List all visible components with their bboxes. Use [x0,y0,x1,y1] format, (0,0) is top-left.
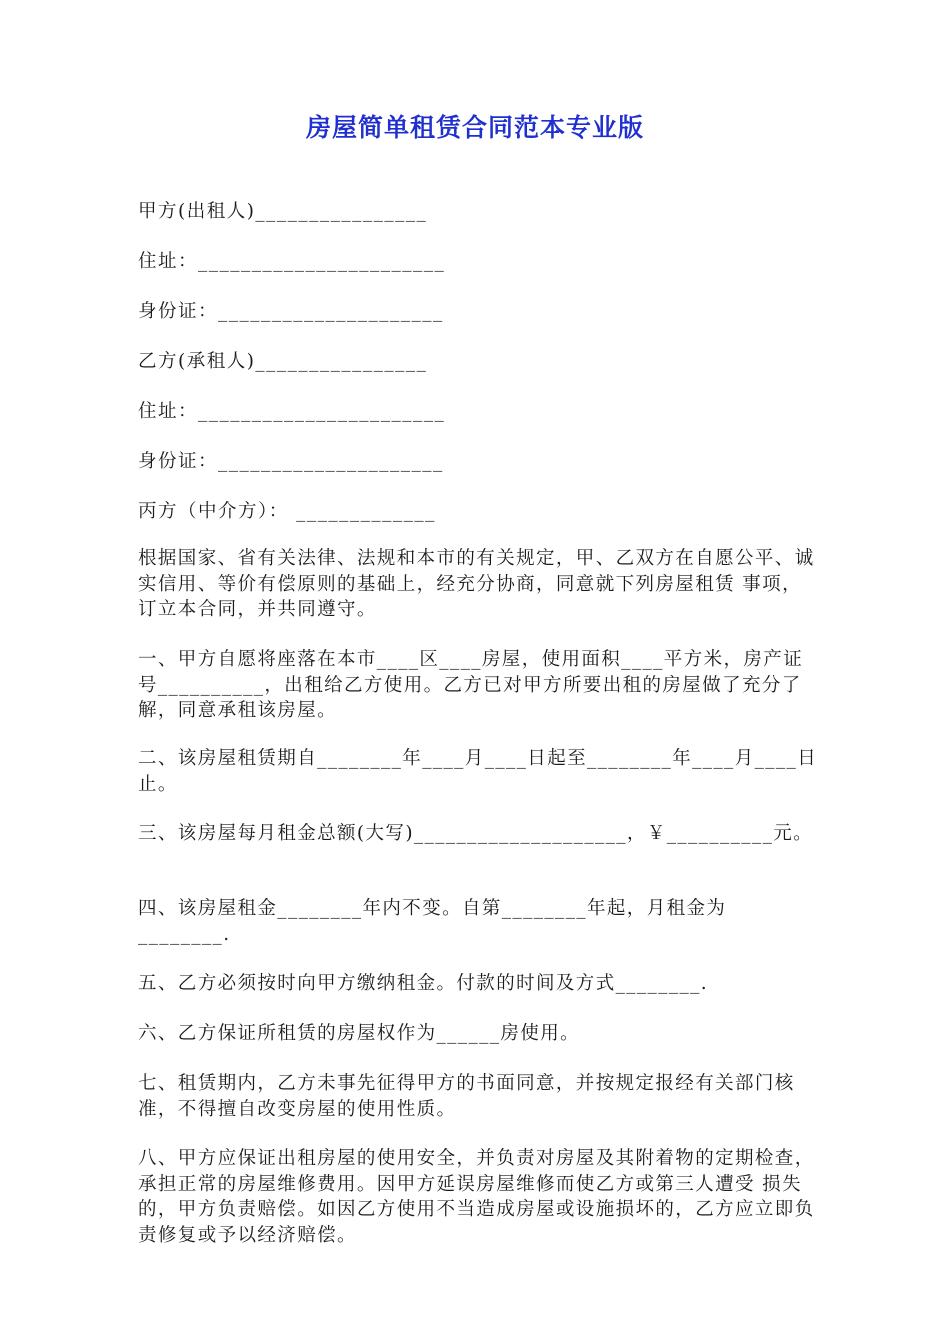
clause-7-paragraph: 七、租赁期内，乙方未事先征得甲方的书面同意，并按规定报经有关部门核准，不得擅自改变房屋的使用性质。 [138,1073,795,1120]
party-b-line: 乙方(承租人)________________ [138,351,428,372]
clause-8-paragraph: 八、甲方应保证出租房屋的使用安全，并负责对房屋及其附着物的定期检查，承担正常的房屋维修费用。因甲方延误房屋维修而使乙方或第三人遭受 损失的，甲方负责赔偿。如因乙方使用不当造成房屋或设施损坏的，乙方应立即负责修复或予以经济赔偿。 [138,1148,815,1246]
party-a-line: 甲方(出租人)________________ [138,201,428,222]
clause-5-paragraph: 五、乙方必须按时向甲方缴纳租金。付款的时间及方式________. [138,973,709,994]
party-c-line: 丙方（中介方）： _____________ [138,501,436,522]
party-a-address-line: 住址：_______________________ [138,251,446,272]
clause-4-paragraph: 四、该房屋租金________年内不变。自第________年起，月租金为________. [138,898,727,945]
preamble-paragraph: 根据国家、省有关法律、法规和本市的有关规定，甲、乙双方在自愿公平、诚实信用、等价有偿原则的基础上，经充分协商，同意就下列房屋租赁 事项，订立本合同，并共同遵守。 [138,548,815,620]
clause-3-paragraph: 三、该房屋每月租金总额(大写)____________________，￥__________元。 [138,823,814,844]
party-b-address-line: 住址：_______________________ [138,401,446,422]
party-a-id-line: 身份证：_____________________ [138,301,444,322]
clause-1-paragraph: 一、甲方自愿将座落在本市____区____房屋，使用面积____平方米，房产证号__________，出租给乙方使用。乙方已对甲方所要出租的房屋做了充分了解，同意承租该房屋。 [138,649,804,721]
party-b-id-line: 身份证：_____________________ [138,451,444,472]
clause-6-paragraph: 六、乙方保证所租赁的房屋权作为______房使用。 [138,1023,581,1044]
clause-2-paragraph: 二、该房屋租赁期自________年____月____日起至________年____月____日止。 [138,748,818,795]
document-title: 房屋简单租赁合同范本专业版 [305,113,644,142]
